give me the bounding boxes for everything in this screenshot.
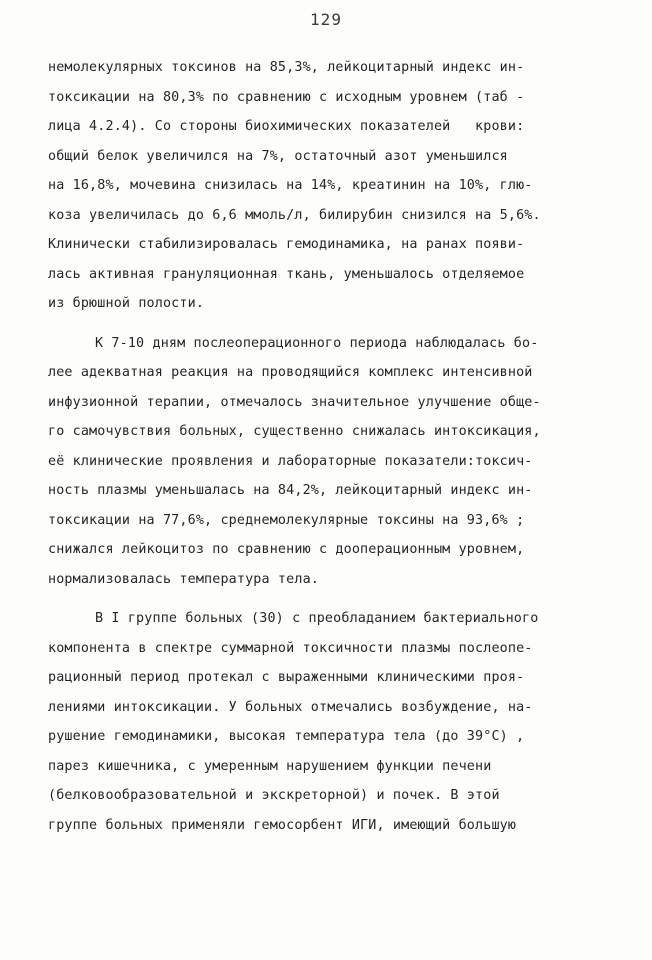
text-line: снижался лейкоцитоз по сравнению с дооперационным уровнем, — [48, 542, 525, 557]
text-line: компонента в спектре суммарной токсичности плазмы послеопе- — [48, 640, 533, 656]
text-line: В I группе больных (30) с преобладанием бактериального — [95, 611, 539, 626]
paragraph-1 — [48, 53, 608, 319]
text-line: лась активная грануляционная ткань, уменьшалось отделяемое — [48, 266, 525, 282]
text-line: лее адекватная реакция на проводящийся комплекс интенсивной — [48, 365, 533, 380]
text-line: из брюшной полости. — [48, 296, 205, 311]
text-line: рушение гемодинамики, высокая температура тела (до 39°C) , — [48, 729, 525, 744]
text-line: коза увеличилась до 6,6 ммоль/л, билирубин снизился на 5,6%. — [48, 207, 541, 223]
text-line: лица 4.2.4). Со стороны биохимических показателей крови: — [48, 119, 525, 134]
text-line: нормализовалась температура тела. — [48, 571, 319, 587]
paragraph-2 — [48, 329, 608, 595]
text-line: на 16,8%, мочевина снизилась на 14%, креатинин на 10%, глю- — [48, 178, 533, 193]
text-line: рационный период протекал с выраженными клиническими проя- — [48, 670, 525, 685]
text-line: ность плазмы уменьшалась на 84,2%, лейкоцитарный индекс ин- — [48, 483, 533, 498]
text-line: (белковообразовательной и экскреторной) и почек. В этой — [48, 788, 500, 803]
text-line: го самочувствия больных, существенно снижалась интоксикация, — [48, 424, 541, 439]
text-line: группе больных применяли гемосорбент ИГИ, имеющий большую — [48, 817, 517, 833]
text-line: парез кишечника, с умеренным нарушением функции печени — [48, 758, 492, 774]
text-line: токсикации на 80,3% по сравнению с исходным уровнем (таб - — [48, 89, 525, 105]
text-line: её клинические проявления и лабораторные показатели:токсич- — [48, 453, 533, 469]
text-line: общий белок увеличился на 7%, остаточный азот уменьшился — [48, 148, 508, 164]
page-number: 129 — [310, 10, 342, 29]
text-line: инфузионной терапии, отмечалось значительное улучшение обще- — [48, 394, 541, 410]
text-line: лениями интоксикации. У больных отмечались возбуждение, на- — [48, 699, 533, 715]
text-line: токсикации на 77,6%, среднемолекулярные токсины на 93,6% ; — [48, 512, 525, 528]
text-line: Клинически стабилизировалась гемодинамика, на ранах появи- — [48, 237, 525, 252]
paragraph-3 — [48, 604, 608, 840]
body-text — [48, 53, 608, 840]
text-line: К 7-10 дням послеоперационного периода наблюдалась бо- — [95, 335, 539, 351]
text-line: немолекулярных токсинов на 85,3%, лейкоцитарный индекс ин- — [48, 60, 525, 75]
